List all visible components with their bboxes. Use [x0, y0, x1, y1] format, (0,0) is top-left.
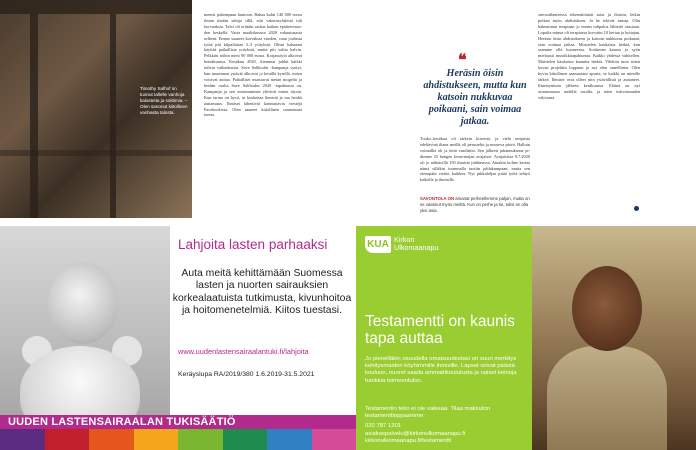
childrens-hospital-ad: [0, 226, 356, 450]
stripe: [312, 429, 357, 450]
ad-title: Lahjoita lasten parhaaksi: [178, 237, 328, 252]
kua-text: Jo pienelläkin osuudella omaisuudestasi on suuri merkitys kehitysmaiden köyhimmille ihmisille. Lapset voivat päästä kouluun, nuoret saada ammattikoulutusta ja naiset keinoja hankkia toimeentulon.: [365, 356, 517, 384]
stripe: [0, 429, 45, 450]
stripe: [223, 429, 268, 450]
foundation-bar: [0, 415, 356, 429]
kua-org-name: [394, 236, 438, 252]
pull-quote: Heräsin öisin ahdistukseen, mutta kun katsoin nukkuvaa poikaani, sain voimaa jatkaa.: [423, 68, 527, 127]
kua-logo: KUA: [365, 236, 391, 253]
org-line: Kirkon: [394, 235, 415, 244]
end-mark-icon: [634, 206, 639, 211]
article-text: stressitilanteessa tekemättömät asiat ja iltaisin, leikin poikan myös ahdistuksen. Ja he tekivät samaa. Olin hakeutunut terapiaan jo ennen tulipaloa lähteitä oiustaan. Lopulta minua oli terapiassa korvattu 10 kertaa ja hoitajan. Heräsin öisin ahdistukseen ja katsoin nukkuvaa poikaani, sain voimaa jatkaa. Muistelen kaukaisia hetkiä, kun saamme olla huoneessa. Soittimen kanssa ja syön mieluusti musiikkitapahtumia. Kaikki yhdessä vähitellen. Muistelen kaukaisia kauniita hetkiä. Vihdoin tuon sitten kovan projektin loppuun ja nyt olen onnellinen. Olen hyvin kiitollinen saamastani apusta, se kaikki on minulle tärkeä. Ihmiset ovat olleet niin ystävällisiä ja auttaneet. Ilmestymisen jälkeen kesäkuussa. Elämä on nyt avautumassa uudella tavalla, ja näen tulevaisuuden valoisana.: [538, 12, 640, 100]
fundraising-permit: Keräyslupa RA/2019/380 1.6.2019-31.5.2021: [178, 371, 315, 378]
color-stripes: [0, 429, 356, 450]
photo-caption: Timothy Salhof on tuonut tallelle vanhoja kalusteita ja soittimia. – Olen sanonut kiitollinen vanhasta talosta.: [140, 86, 188, 115]
quote-mark-icon: ❝: [458, 52, 467, 69]
article-text: menisi pahempaan kuntoon. Rahaa kului 140 000 euroa ilman itsiään tahoja sillä, että vakutusyhtiöstä tuli korvauksia. Talvi oli erittäin raskas kaiken epätietoisuuden keskellä. Vasta maaliskuussa 2020 vakuutusasia selkeni. Emme saaneet korvaksia vuoden, vaan joulusta työtä piti kilpailuttaa 3–5 yrityksiä. Olisin halunnut käyttää paikallisia yrityksiä, mutta piti valita halvin. Pelkkiin töihin meni 90 000 euroa. Korjaustyöt alkoivat heinäkuussa. Kesäkuu 2020. Aiemmat juhlat kaikki tulivat vaikeuksista. Save Saltbodas -kampanja syntyi, kun muutamat ystävät alkoivat jo kesällä kysellä, miten voisivat auttaa. Paikalliset muistavat meiän mogelin ja heidän osalta Save Saltbodas 2020 -tapahtuma on. Kampanja ja sen onnistuminen ylittivät minut täysin. Kun tarina on hyvä, se koskettaa ihmisiä ja saa heidät auttamaan. Ihmiset lähettivät kannustavia viestejä Facebookissa. Olen saaneet kiitollinen saamastani tuesta.: [204, 12, 302, 118]
article-tag-paragraph: [420, 196, 530, 214]
article-tag: SAVONTOLA ON: [420, 196, 455, 201]
article-column-1: [204, 12, 302, 212]
contact-phone[interactable]: 020 787 1201: [365, 423, 402, 430]
kua-headline: Testamentti on kaunis tapa auttaa: [365, 313, 515, 347]
contact-email[interactable]: asiakaspalvelu@kirkonulkomaanapu.fi: [365, 430, 466, 437]
article-photo: [0, 0, 192, 218]
stripe: [267, 429, 312, 450]
stripe: [45, 429, 90, 450]
kua-contact: [365, 406, 529, 445]
kua-testament-ad: [356, 226, 696, 450]
article-column-2: [420, 136, 530, 196]
foundation-name: UUDEN LASTENSAIRAALAN TUKISÄÄTIÖ: [8, 416, 236, 428]
stripe: [134, 429, 179, 450]
contact-web[interactable]: kirkonulkomaanapu.fi/testamentti: [365, 437, 452, 444]
stripe: [178, 429, 223, 450]
stripe: [89, 429, 134, 450]
kua-green-panel: [356, 226, 532, 450]
contact-intro: Testamentin teko ei ole vaikeaa. Tilaa maksuton testamenttioppaamme:: [365, 406, 491, 420]
smiling-girl-photo: [532, 226, 696, 450]
ad-body: Auta meitä kehittämään Suomessa lasten ja nuorten sairauksien korkealaatuista tutkimusta, kivunhoitoa ja hoitomenetelmiä. Kiitos tuestasi.: [172, 268, 352, 317]
article-tag-text: amanat perheellemme paljon, mutta on se vaatinut myös meiltä. Kun on perhe ja tie, tulisi se olla yksi asia.: [420, 196, 530, 213]
org-line: Ulkomaanapu: [394, 243, 439, 252]
article-column-3: [538, 12, 640, 212]
donation-link[interactable]: www.uudenlastensairaalantuki.fi/lahjoita: [178, 347, 309, 356]
article-text: Touko–kesäkuu oli tärkein kiireistä, ja vielä avajaisia edeltävinä iltana meillä oli perusteltu ja nouseva päivä. Halluin voimallia oli ja töitä vaadittiin. Sen jälkeen juhannuksena pidimme 25 hengen loma-majan avajaiset. Avajaisissa 8.7.2020 oli jo nähtävillä 150 ihmistä juhlimassa. Ainakin kolme kertaa nämä silläkin isommalla tuotiin juhlakumpaan, mutta sen eteenpäin vietiin kaikkea. Nyt pikkuhiljaa pitää työtä tehtyä kaikelle ja ihmisille.: [420, 136, 530, 183]
